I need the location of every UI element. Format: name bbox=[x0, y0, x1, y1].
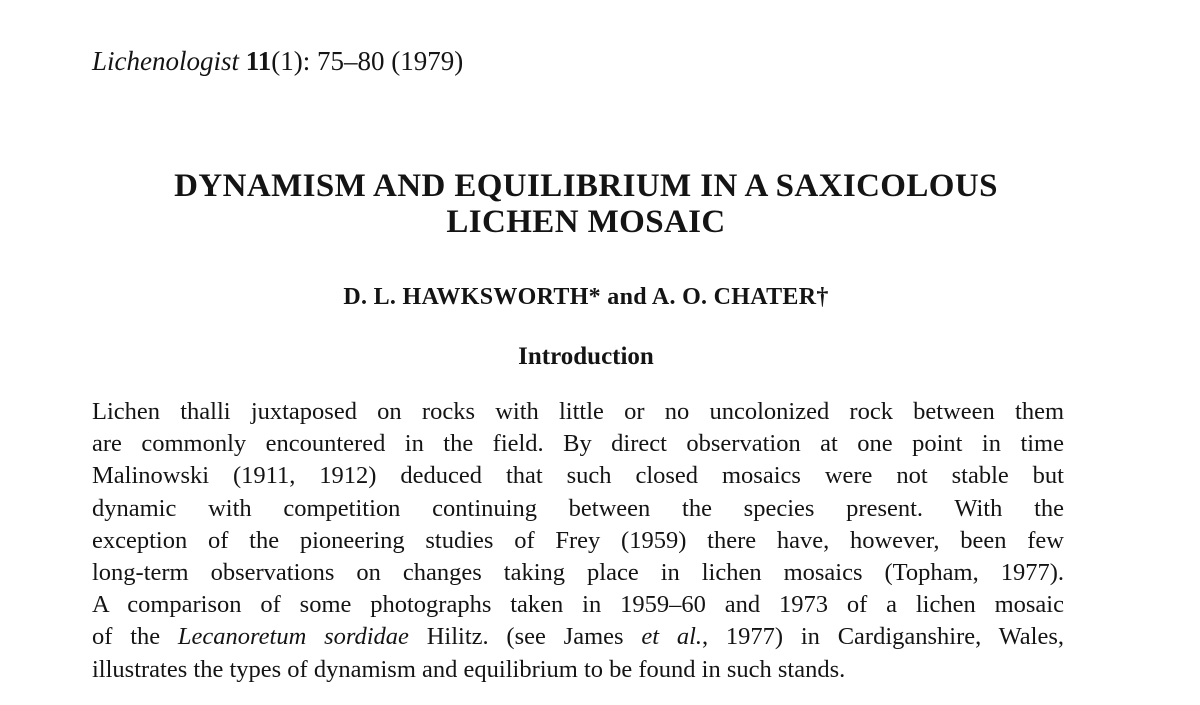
paragraph-line bbox=[92, 557, 1064, 589]
paragraph-line bbox=[92, 493, 1064, 525]
paragraph-text: exception of the pioneering studies of Frey (1959) there have, however, been few bbox=[92, 526, 1064, 554]
paragraph-line bbox=[92, 525, 1064, 557]
article-title-line-2: LICHEN MOSAIC bbox=[446, 204, 726, 240]
journal-issue-pages-year: (1): 75–80 (1979) bbox=[271, 46, 464, 76]
paragraph-text: A comparison of some photographs taken in 1959–60 and 1973 of a lichen mosaic bbox=[92, 591, 1064, 619]
paragraph-text: long-term observations on changes taking place in lichen mosaics (Topham, 1977). bbox=[92, 559, 1064, 587]
paragraph-text: , 1977) in Cardiganshire, Wales, bbox=[702, 623, 1064, 651]
taxon-name: Lecanoretum sordidae bbox=[177, 623, 409, 651]
paragraph-line bbox=[92, 428, 1064, 460]
journal-name: Lichenologist bbox=[92, 46, 239, 76]
et-al-italic: et al. bbox=[641, 623, 702, 651]
article-title bbox=[0, 168, 1172, 240]
paragraph-text: Malinowski (1911, 1912) deduced that such closed mosaics were not stable but bbox=[92, 462, 1064, 490]
paragraph-text: Hilitz. (see James bbox=[408, 623, 642, 651]
journal-citation bbox=[92, 44, 463, 78]
paragraph-text: are commonly encountered in the field. By direct observation at one point in time bbox=[92, 430, 1064, 458]
article-authors: D. L. HAWKSWORTH* and A. O. CHATER† bbox=[343, 284, 829, 310]
paragraph-text: illustrates the types of dynamism and equilibrium to be found in such stands. bbox=[92, 655, 846, 683]
paragraph-line bbox=[92, 654, 1064, 686]
introduction-paragraph bbox=[92, 396, 1064, 686]
paragraph-text: of the bbox=[92, 623, 178, 651]
section-heading-introduction: Introduction bbox=[518, 343, 654, 370]
paragraph-text: dynamic with competition continuing between the species present. With the bbox=[92, 494, 1064, 522]
paragraph-line bbox=[92, 460, 1064, 492]
paragraph-text: Lichen thalli juxtaposed on rocks with little or no uncolonized rock between them bbox=[92, 398, 1064, 425]
article-title-line-1: DYNAMISM AND EQUILIBRIUM IN A SAXICOLOUS bbox=[174, 168, 998, 204]
paragraph-line bbox=[92, 621, 1064, 653]
paragraph-line bbox=[92, 589, 1064, 621]
paragraph-line bbox=[92, 396, 1064, 428]
journal-volume: 11 bbox=[245, 46, 272, 76]
